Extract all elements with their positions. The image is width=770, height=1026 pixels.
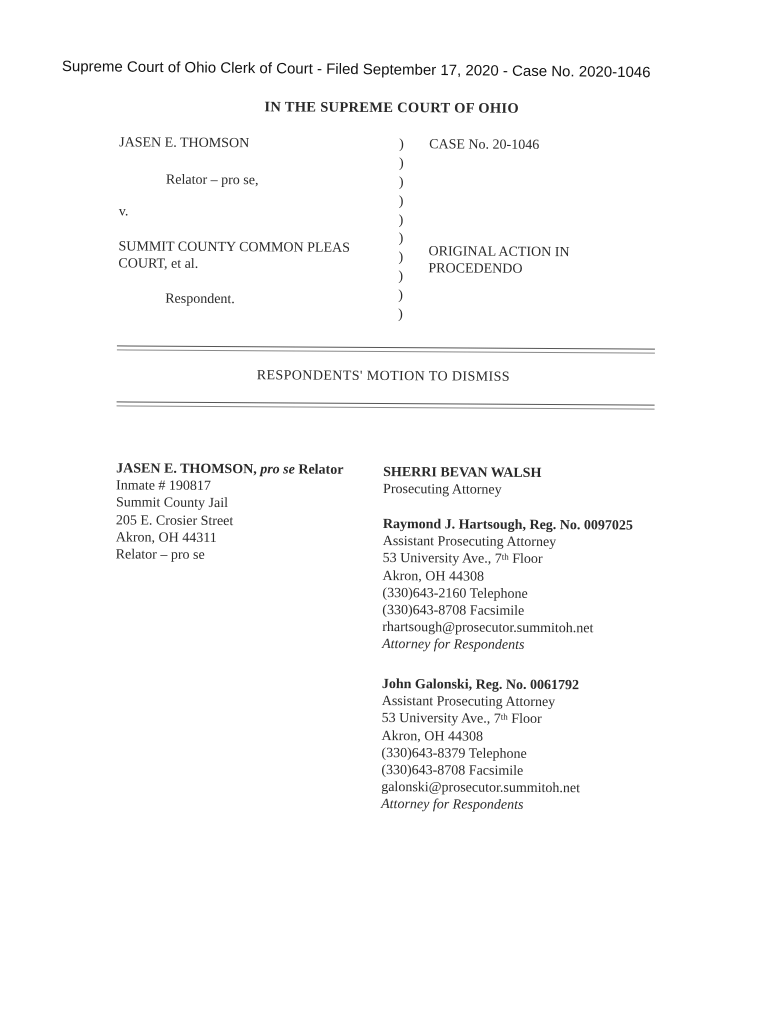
paren: ): [399, 156, 404, 172]
attorney-1-city: Akron, OH 44308: [382, 568, 485, 585]
prosecutor-block: [383, 464, 541, 499]
paren: ): [398, 307, 403, 323]
attorney-1-role: Attorney for Respondents: [382, 637, 525, 654]
action-type-line-2: PROCEDENDO: [428, 261, 523, 277]
relator-contact-block: [116, 460, 344, 565]
attorney-2-street: 53 University Ave., 7th Floor: [381, 711, 542, 728]
caption-parties: [118, 133, 374, 308]
relator-street: 205 E. Crosier Street: [115, 512, 234, 529]
paren: ): [398, 193, 404, 209]
attorney-2-phone: (330)643-8379 Telephone: [381, 745, 527, 762]
versus: v.: [118, 204, 129, 220]
paren: ): [398, 288, 403, 304]
attorney-2-name: John Galonski, Reg. No. 0061792: [381, 677, 580, 694]
paren: ): [398, 212, 404, 228]
divider-bottom-thin: [117, 405, 655, 409]
attorney-2-city: Akron, OH 44308: [381, 728, 484, 745]
attorney-1-title: Assistant Prosecuting Attorney: [382, 534, 557, 551]
case-number: CASE No. 20-1046: [429, 137, 540, 153]
relator-facility: Summit County Jail: [115, 495, 229, 512]
paren: ): [399, 137, 404, 153]
paren: ): [398, 269, 404, 285]
relator-role-line: Relator – pro se: [115, 547, 205, 563]
attorney-1-street: 53 University Ave., 7th Floor: [382, 551, 543, 568]
attorney-1-fax: (330)643-8708 Facsimile: [382, 603, 525, 619]
attorney-2-title: Assistant Prosecuting Attorney: [381, 694, 556, 711]
respondent-name-line-2: COURT, et al.: [118, 256, 199, 272]
attorney-1-name: Raymond J. Hartsough, Reg. No. 0097025: [382, 517, 633, 534]
paren: ): [398, 174, 404, 190]
caption-case-info: [428, 135, 659, 277]
attorney-2-role: Attorney for Respondents: [381, 797, 524, 814]
prosecutor-title: Prosecuting Attorney: [383, 482, 502, 498]
relator-role: Relator – pro se,: [165, 172, 259, 189]
court-name: IN THE SUPREME COURT OF OHIO: [264, 99, 520, 117]
attorney-2-block: [381, 676, 581, 815]
caption-parentheses: [398, 135, 409, 324]
relator-name: JASEN E. THOMSON: [119, 135, 250, 152]
divider-top-thin: [117, 349, 655, 353]
relator-signature-name: JASEN E. THOMSON, pro se Relator: [116, 461, 344, 478]
filing-stamp: Supreme Court of Ohio Clerk of Court - Filed September 17, 2020 - Case No. 2020-1046: [61, 58, 651, 82]
attorney-1-phone: (330)643-2160 Telephone: [382, 585, 528, 602]
document-title: RESPONDENTS' MOTION TO DISMISS: [256, 368, 511, 385]
case-caption: [118, 133, 659, 323]
relator-inmate-number: Inmate # 190817: [116, 478, 211, 495]
respondent-role: Respondent.: [165, 291, 235, 308]
attorney-1-email: rhartsough@prosecutor.summitoh.net: [382, 620, 594, 637]
paren: ): [398, 250, 404, 266]
attorney-2-email: galonski@prosecutor.summitoh.net: [381, 780, 581, 797]
attorney-1-block: [382, 516, 633, 655]
action-type-line-1: ORIGINAL ACTION IN: [428, 244, 570, 261]
relator-city: Akron, OH 44311: [115, 530, 217, 546]
attorney-2-fax: (330)643-8708 Facsimile: [381, 763, 524, 779]
respondent-name-line-1: SUMMIT COUNTY COMMON PLEAS: [118, 239, 351, 256]
paren: ): [398, 231, 404, 247]
prosecutor-name: SHERRI BEVAN WALSH: [383, 465, 542, 481]
